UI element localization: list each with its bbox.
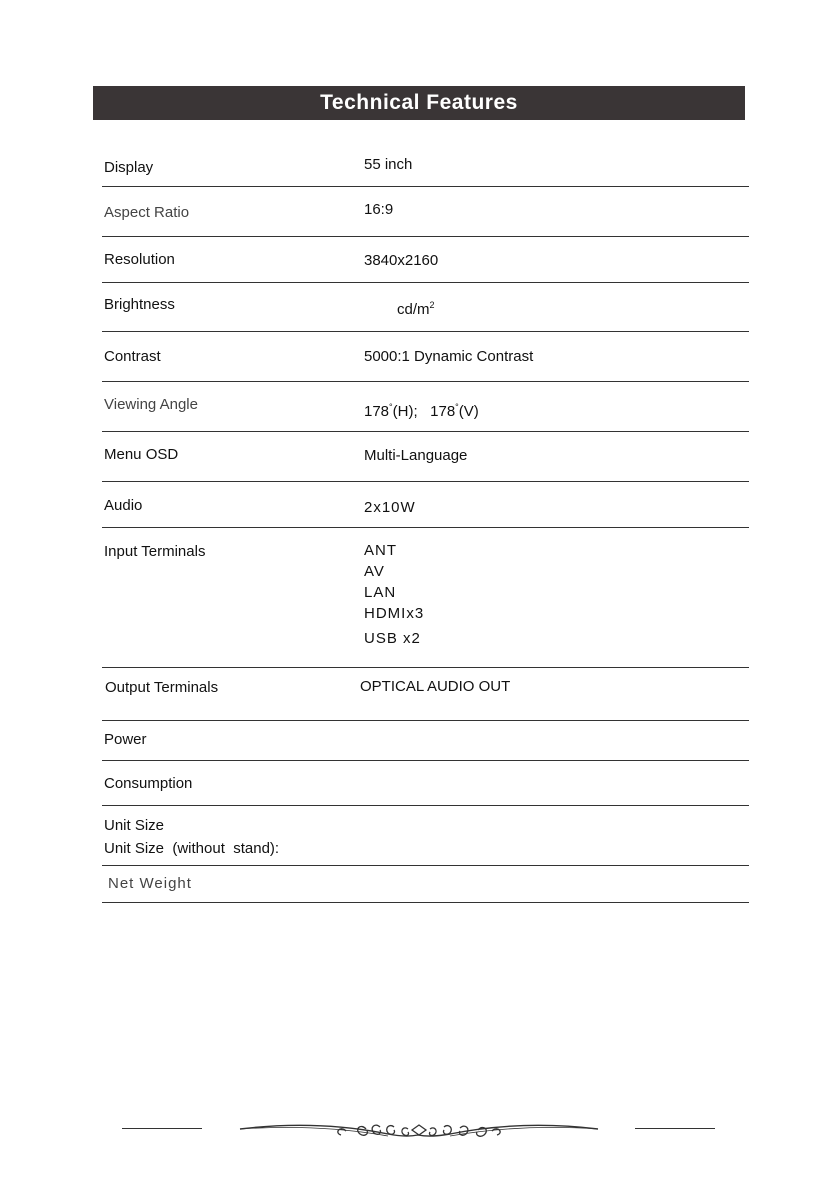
spec-label: Unit Size — [104, 817, 165, 834]
spec-value: 3840x2160 — [364, 252, 439, 269]
spec-label: Consumption — [104, 775, 193, 792]
spec-value — [364, 397, 479, 422]
spec-row-viewing-angle — [102, 382, 749, 432]
spec-row-brightness — [102, 283, 749, 332]
list-item: HDMIx3 — [364, 605, 425, 622]
spec-label: Contrast — [104, 348, 161, 365]
viewing-angle-v: (H); 178 — [392, 403, 456, 420]
page-title: Technical Features — [93, 86, 745, 120]
spec-row-display — [102, 149, 749, 187]
spec-label: Input Terminals — [104, 543, 206, 560]
spec-label: Output Terminals — [105, 679, 219, 696]
spec-label: Brightness — [104, 296, 175, 313]
brightness-unit: cd/m — [397, 301, 430, 318]
spec-row-consumption — [102, 761, 749, 806]
spec-value: 2x10W — [364, 499, 416, 516]
spec-label-secondary: Unit Size (without stand): — [104, 840, 280, 857]
spec-value: 16:9 — [364, 201, 394, 218]
spec-label: Aspect Ratio — [104, 204, 190, 221]
viewing-angle-h: 178 — [364, 403, 390, 420]
footer-rule-left — [122, 1128, 202, 1129]
spec-value — [397, 295, 435, 320]
viewing-angle-suffix: (V) — [458, 403, 479, 420]
spec-row-input-terminals — [102, 528, 749, 668]
spec-label: Net Weight — [108, 875, 192, 892]
spec-row-audio — [102, 482, 749, 528]
spec-row-power — [102, 721, 749, 761]
spec-row-net-weight — [102, 866, 749, 903]
scroll-ornament-icon — [238, 1116, 600, 1144]
spec-value: OPTICAL AUDIO OUT — [360, 678, 511, 695]
spec-row-output-terminals — [102, 668, 749, 721]
list-item: LAN — [364, 584, 397, 601]
spec-row-contrast — [102, 332, 749, 382]
spec-label: Display — [104, 159, 154, 176]
spec-label: Viewing Angle — [104, 396, 198, 413]
spec-row-unit-size — [102, 806, 749, 866]
spec-row-menu-osd — [102, 432, 749, 482]
spec-value: 55 inch — [364, 156, 413, 173]
list-item: AV — [364, 563, 385, 580]
footer-rule-right — [635, 1128, 715, 1129]
degree-mark: ° — [389, 402, 393, 412]
input-terminals-list — [364, 540, 424, 649]
spec-label: Power — [104, 731, 147, 748]
spec-row-aspect-ratio — [102, 187, 749, 237]
degree-mark: ° — [455, 402, 459, 412]
brightness-unit-sup: 2 — [429, 300, 435, 310]
list-item: ANT — [364, 542, 397, 559]
spec-label: Menu OSD — [104, 446, 179, 463]
spec-label: Resolution — [104, 251, 175, 268]
spec-row-resolution — [102, 237, 749, 283]
list-item: USB x2 — [364, 630, 421, 647]
spec-value: Multi-Language — [364, 447, 468, 464]
spec-value: 5000:1 Dynamic Contrast — [364, 348, 534, 365]
spec-label: Audio — [104, 497, 143, 514]
